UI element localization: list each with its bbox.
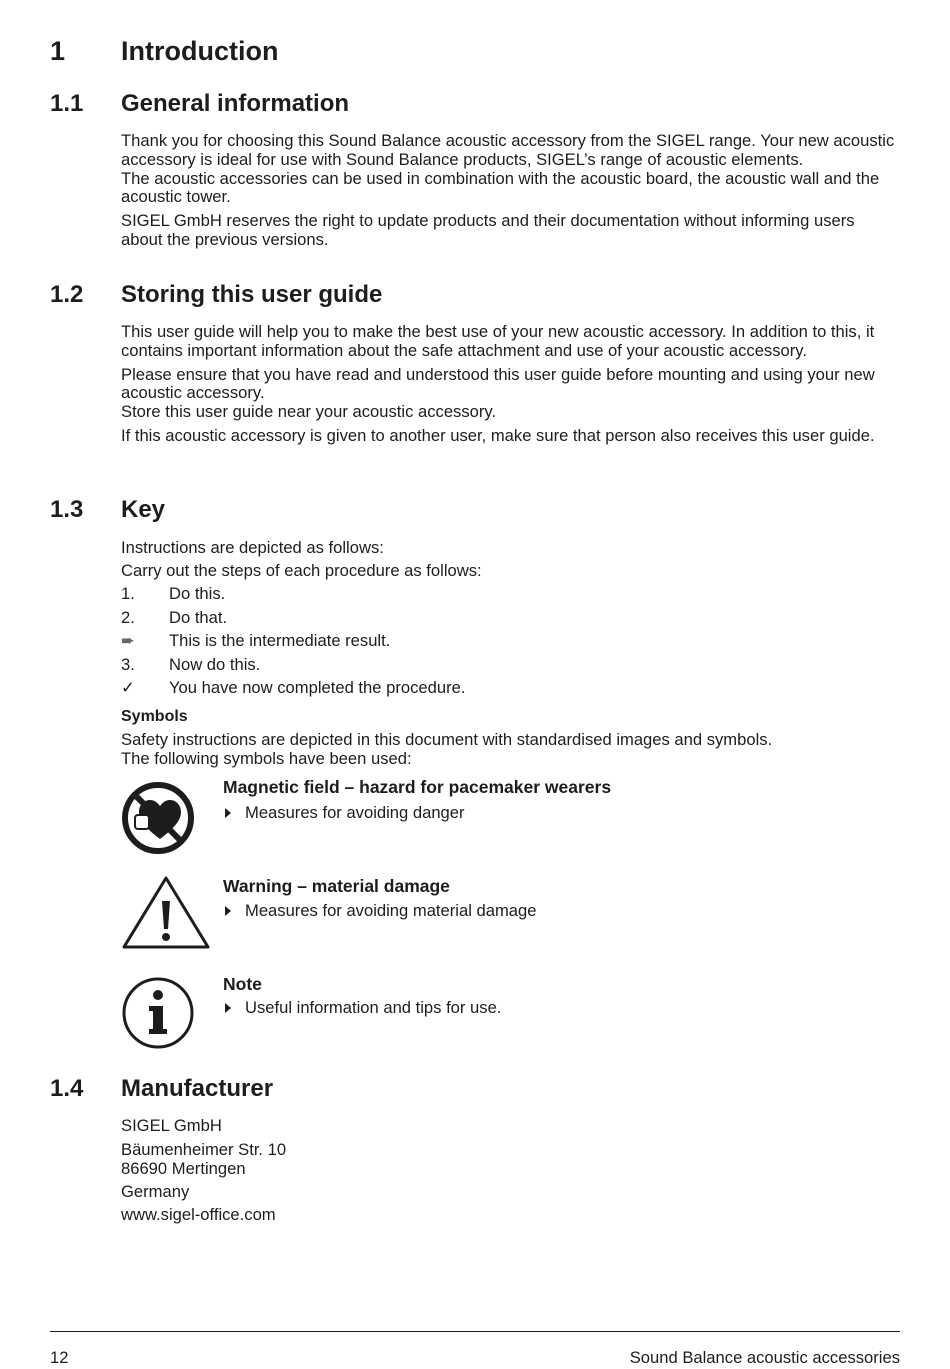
pacemaker-prohibition-icon [121, 781, 195, 855]
paragraph: Store this user guide near your acoustic accessory. [121, 402, 497, 422]
storing-user-guide-body [121, 323, 896, 446]
info-icon [121, 976, 195, 1050]
symbols-heading: Symbols [121, 708, 188, 725]
paragraph: The acoustic accessories can be used in combination with the acoustic board, the acoustic wall and the acoustic tower. [121, 168, 880, 207]
symbol-title: Note [223, 974, 262, 994]
chapter-title: Introduction [121, 36, 279, 66]
checkmark-icon: ✓ [121, 678, 135, 697]
footer-divider [50, 1331, 900, 1332]
key-intro-2: Carry out the steps of each procedure as follows: [121, 561, 482, 580]
paragraph: Please ensure that you have read and understood this user guide before mounting and using your new acoustic accessory. [121, 364, 875, 403]
symbol-title: Warning – material damage [223, 876, 450, 896]
section-title-manufacturer: Manufacturer [121, 1075, 274, 1102]
section-number-1-3: 1.3 [50, 496, 84, 523]
symbol-item [223, 901, 536, 921]
general-information-body [121, 132, 896, 250]
paragraph: Thank you for choosing this Sound Balance acoustic accessory from the SIGEL range. Your new acoustic accessory is ideal for use with Sound Balance products, SIGEL’s range of acoustic elements. [121, 131, 895, 169]
symbol-item [223, 998, 501, 1018]
footer-document-title: Sound Balance acoustic accessories [629, 1348, 900, 1367]
step-text: Do this. [169, 584, 226, 603]
manufacturer-street: Bäumenheimer Str. 10 [121, 1140, 287, 1159]
manufacturer-company: SIGEL GmbH [121, 1116, 222, 1135]
section-title-key: Key [121, 496, 166, 523]
triangle-bullet-icon [225, 1003, 231, 1013]
chapter-number: 1 [50, 36, 66, 66]
step-text: You have now completed the procedure. [169, 678, 466, 697]
symbol-title: Magnetic field – hazard for pacemaker wearers [223, 777, 612, 797]
symbol-item-text: Measures for avoiding material damage [245, 901, 537, 920]
triangle-bullet-icon [225, 808, 231, 818]
section-number-1-2: 1.2 [50, 281, 84, 308]
manufacturer-country: Germany [121, 1182, 190, 1201]
manufacturer-city: 86690 Mertingen [121, 1159, 246, 1178]
result-arrow-icon: ➨ [121, 631, 135, 650]
page-number: 12 [50, 1348, 69, 1367]
section-title-general-information: General information [121, 90, 350, 117]
step-text: Do that. [169, 608, 228, 627]
paragraph: SIGEL GmbH reserves the right to update products and their documentation without informing users about the previous versions. [121, 211, 855, 249]
symbol-item-text: Useful information and tips for use. [245, 998, 502, 1017]
section-number-1-4: 1.4 [50, 1075, 84, 1102]
symbols-intro-2: The following symbols have been used: [121, 749, 412, 768]
key-intro-1: Instructions are depicted as follows: [121, 538, 384, 557]
symbol-item-text: Measures for avoiding danger [245, 803, 465, 822]
step-marker: 2. [121, 608, 135, 627]
section-title-storing-user-guide: Storing this user guide [121, 281, 383, 308]
step-text: This is the intermediate result. [169, 631, 391, 650]
symbols-intro-1: Safety instructions are depicted in this document with standardised images and symbols. [121, 730, 773, 749]
step-text: Now do this. [169, 655, 261, 674]
step-marker: 1. [121, 584, 135, 603]
section-number-1-1: 1.1 [50, 90, 84, 117]
paragraph: This user guide will help you to make the best use of your new acoustic accessory. In addition to this, it contains important information about the safe attachment and use of your acoustic accessory. [121, 322, 875, 360]
manufacturer-website[interactable]: www.sigel-office.com [121, 1205, 276, 1224]
step-marker: 3. [121, 655, 135, 674]
paragraph: If this acoustic accessory is given to another user, make sure that person also receives this user guide. [121, 425, 875, 445]
warning-triangle-icon [121, 875, 211, 950]
triangle-bullet-icon [225, 906, 231, 916]
symbol-item [223, 803, 465, 823]
